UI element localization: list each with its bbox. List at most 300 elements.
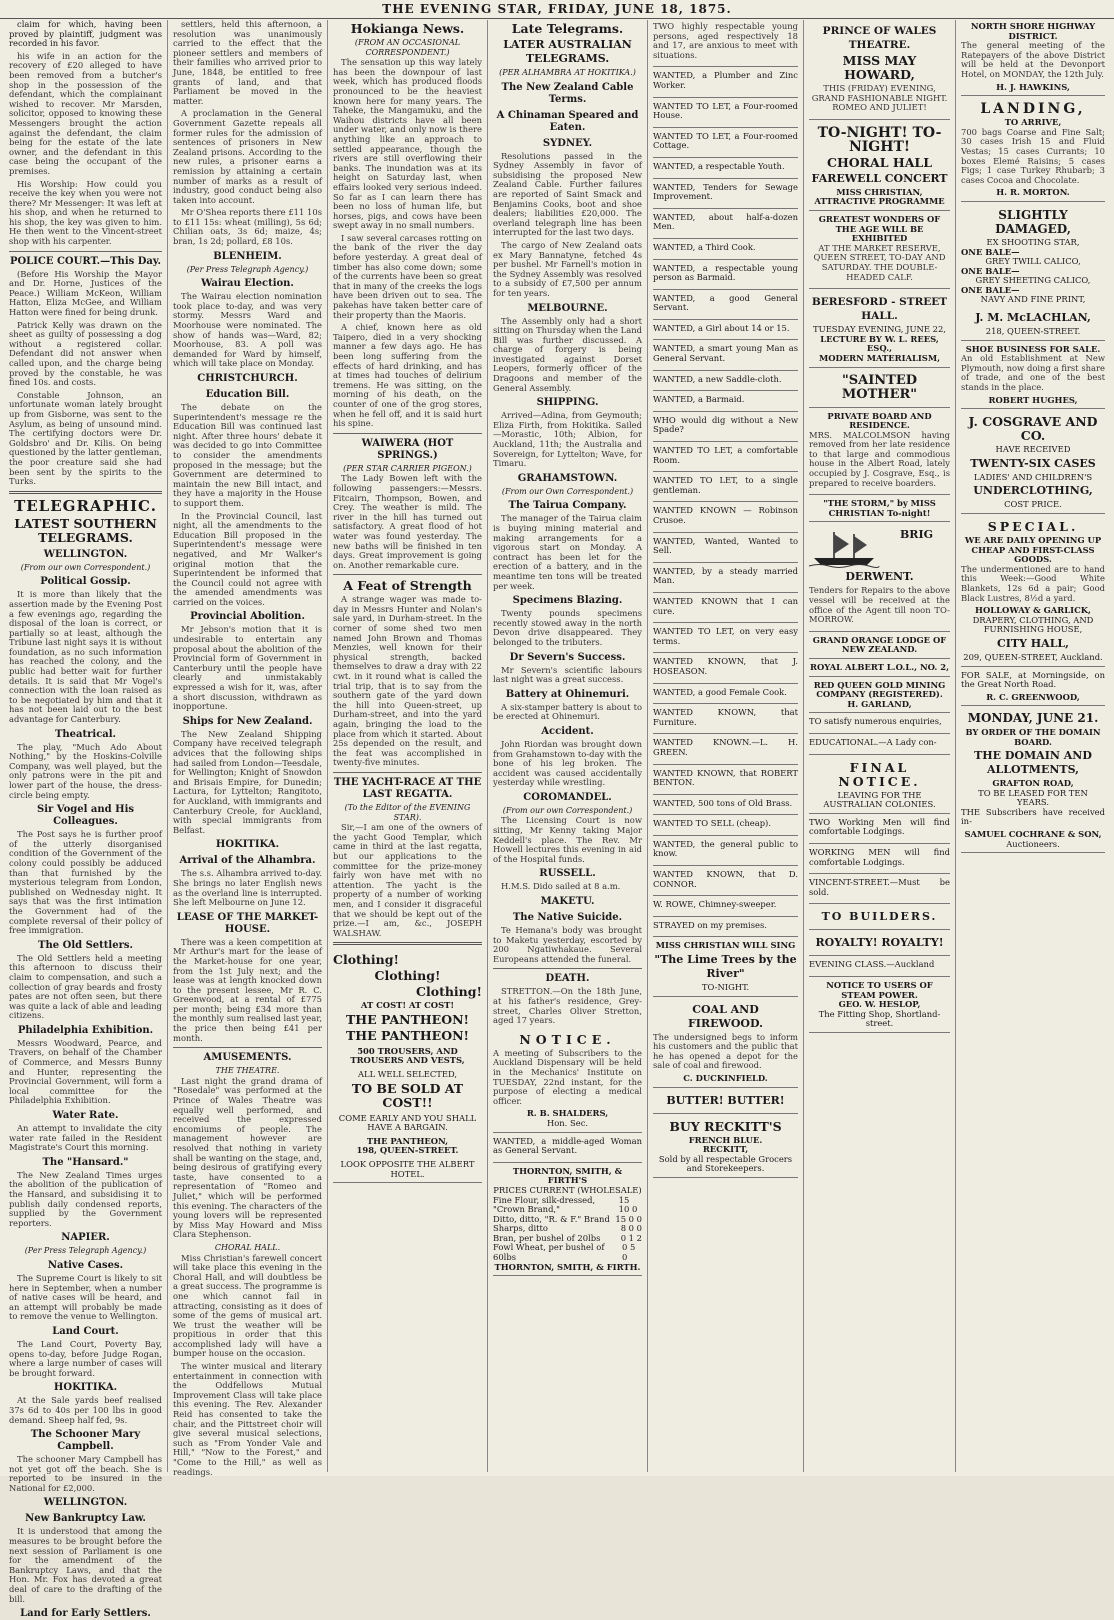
brig-advert: BRIG DERWENT. Tenders for Repairs to the above vessel will be received at the office of the Agent till noon TO-MORROW. xyxy=(809,524,950,631)
damaged-advert xyxy=(961,204,1105,341)
article-text: Te Hemana's body was brought to Maketu yesterday, escorted by 200 Ngatiwhakaue. Several Europeans attended the funeral. xyxy=(493,925,642,964)
fitting-shop: The Fitting Shop, Shortland-street. xyxy=(818,1008,941,1029)
educational-advert: EDUCATIONAL.—A Lady con- xyxy=(809,736,950,755)
final-notice-advert xyxy=(809,757,950,814)
tonight-title: TO-NIGHT! TO-NIGHT! xyxy=(817,124,942,155)
steam-advert xyxy=(809,979,950,1033)
bale-desc: GREY TWILL CALICO, xyxy=(985,256,1081,267)
sold-at-cost: TO BE SOLD AT COST!! xyxy=(351,1080,464,1110)
christian-name: MISS CHRISTIAN, xyxy=(836,186,923,197)
wanted-advert: WANTED, a Girl about 14 or 15. xyxy=(653,322,798,341)
theatre-advert: PRINCE OF WALES THEATRE. MISS MAY HOWARD, THIS (FRIDAY) EVENING, GRAND FASHIONABLE NIGHT. ROMEO AND JULIET! xyxy=(809,20,950,120)
holloway-advert: SPECIAL. WE ARE DAILY OPENING UP CHEAP AND FIRST-CLASS GOODS. The undermentioned are to hand this Week:—Good White Blankets, 12s 6d a pair; Good Black Lustres, 8½d a yard. HOLLOWAY & GARLICK, DRAPERY, CLOTHING, AND FURNISHING HOUSE, CITY HALL, 209, QUEEN-STREET, Auckland. xyxy=(961,516,1105,667)
article-text: his wife in an action for the recovery of £20 alleged to have been removed from a butcher's shop in the possession of the defendant, which the complainant wished to recover. Mr Marsden, solicitor, opposed to knowing these Messengers brought the action against the defendant, the claim being for the estate of the late owner, and the defendant in this case being the occupant of the premises. xyxy=(9,50,162,176)
section-heading: Sir Vogel and His Colleagues. xyxy=(36,804,135,828)
article-text: A chief, known here as old Taipero, died in a very shocking manner a few days ago. He has been long suffering from the effects of hard drinking, and has at times had touches of delirium tremens. He was sitting, on the morning of his death, on the counter of one of the grog stores, when he fell off, and it is said hurt his spine. xyxy=(333,322,482,429)
section-heading: Provincial Abolition. xyxy=(190,611,305,623)
section-heading: Specimens Blazing. xyxy=(512,595,623,607)
byline: (Per Press Telegraph Agency.) xyxy=(186,264,309,274)
dateline: WELLINGTON. xyxy=(43,548,128,560)
dateline: GRAHAMSTOWN. xyxy=(517,472,618,484)
clothing-heading: Clothing! xyxy=(333,952,399,968)
choral-hall-title: CHORAL HALL xyxy=(827,154,932,170)
butter-advert xyxy=(653,1090,798,1114)
price-row: Ditto, ditto, "R. & F." Brand 15 0 0 xyxy=(493,1213,642,1224)
byline: (From our own Correspondent.) xyxy=(20,562,151,572)
article-text: claim for which, having been proved by plaintiff, judgment was recorded in his favor. xyxy=(9,19,162,49)
royalty-advert xyxy=(809,932,950,956)
clothing-heading: Clothing! xyxy=(374,968,441,984)
section-heading: The Tairua Company. xyxy=(508,500,627,512)
cost-line: COST PRICE. xyxy=(1004,499,1062,510)
wanted-advert: WHO would dig without a New Spade? xyxy=(653,414,798,442)
highway-advert: NORTH SHORE HIGHWAY DISTRICT. The general meeting of the Ratepayers of the above District will be held at the Devonport Hotel, on MONDAY, the 12th July. H. J. HAWKINS, xyxy=(961,20,1105,96)
wanted-advert: WANTED TO LET, a Four-roomed Cottage. xyxy=(653,130,798,158)
article-text: The Lady Bowen left with the following passengers:—Messrs. Fitcairn, Thompson, Bowen, and Crey. The weather is mild. The river in the hill has turned out satisfactory. A great flood of hot water was found yesterday. The new baths will be finished in ten days. Great improvement is going on. Another remarkable cure. xyxy=(333,473,482,570)
clothing-heading: Clothing! xyxy=(416,984,482,1000)
orange-title: GRAND ORANGE LODGE OF NEW ZEALAND. xyxy=(812,634,947,655)
thornton-footer: THORNTON, SMITH, & FIRTH. xyxy=(494,1261,641,1272)
article-text: H.M.S. Dido sailed at 8 a.m. xyxy=(501,881,621,892)
dateline: HOKITIKA. xyxy=(53,1382,118,1394)
final-title: FINAL NOTICE. xyxy=(838,759,921,789)
article-text: I saw several carcases rotting on the bank of the river the day before yesterday. A great deal of timber has also come down; some of the currents have been so great that in many of the creeks the logs have been driven out to sea. The pakehas have taken better care of their property than the Maoris. xyxy=(333,232,482,320)
byline: (From our own Correspondent.) xyxy=(502,805,633,815)
australian-telegrams-heading: LATER AUSTRALIAN TELEGRAMS. xyxy=(503,38,632,65)
wanted-advert: WANTED, 500 tons of Old Brass. xyxy=(653,797,798,816)
article-text: Twenty pounds specimens recently stowed away in the north Devon drive disappeared. They belonged to the tributers. xyxy=(493,608,642,647)
order-line: BY ORDER OF THE DOMAIN BOARD. xyxy=(965,726,1101,747)
divider xyxy=(173,1047,322,1048)
article-text: Constable Johnson, an unfortunate woman lately brought up from Gisborne, was sent to the Asylum, as being of unsound mind. The certifying doctors were Dr. Goldsbro' and Dr. Kilis. On being questioned by the latter gentleman, the poor creature said she had been sent by the spirits to the Turks. xyxy=(9,389,162,487)
article-text: Resolutions passed in the Sydney Assembly in favor of subsidising the proposed New Zealand Cable. Further failures are reported of Saint Smack and Benjamins Cooks, boot and shoe dealers; liabilities £20,000. The overland telegraph line has been interrupted for the last two days. xyxy=(493,150,642,238)
dateline: MAKETU. xyxy=(540,896,595,908)
divider xyxy=(493,968,642,969)
article-text: The Licensing Court is now sitting, Mr Kenny taking Major Keddell's place. The Rev. Mr Howell lectures this evening in aid of the Hospital funds. xyxy=(493,815,642,864)
cityhall-line: CITY HALL, xyxy=(997,636,1069,650)
section-heading: Native Cases. xyxy=(47,1259,124,1271)
column-1 xyxy=(4,19,168,1620)
section-heading: DEATH. xyxy=(545,973,590,985)
divider xyxy=(333,574,482,575)
section-heading: THE YACHT-RACE AT THE LAST REGATTA. xyxy=(333,776,482,800)
price-row: Bran, per bushel of 20lbs 0 1 2 xyxy=(493,1232,642,1243)
butter-title: BUTTER! BUTTER! xyxy=(666,1093,785,1107)
byline: (FROM AN OCCASIONAL CORRESPONDENT.) xyxy=(354,38,461,57)
article-text: The Old Settlers held a meeting this afternoon to discuss their claim to compensation, and such a collection of gray beards and frosty pates are not often seen, but there was quite a lack of able and leading citizens. xyxy=(9,952,162,1021)
section-heading: Wairau Election. xyxy=(201,278,294,290)
wanted-advert: WANTED, Wanted, Wanted to Sell. xyxy=(653,535,798,563)
ladies-line: LADIES' AND CHILDREN'S xyxy=(973,471,1093,482)
storm-advert xyxy=(809,497,950,522)
frenchblue-line: FRENCH BLUE. xyxy=(688,1134,763,1145)
article-text: (Before His Worship the Mayor and Dr. Horne, Justices of the Peace.) William McKeon, William Hatton, Eliza McGee, and William Hatton were fined for being drunk. xyxy=(9,268,162,318)
pantheon-advert xyxy=(333,949,482,1183)
wanted-advert: WANTED, a Plumber and Zinc Worker. xyxy=(653,69,798,97)
article-text: There was a keen competition at Mr Arthur's mart for the lease of the Market-house for one year, from the 1st July next; and the lease was at length knocked down to the present lessee, Mr R. C. Greenwood, at a rental of £775 per month; being £34 more than the monthly sum realised last year, the price then being £41 per month. xyxy=(173,936,322,1043)
royal-albert-title: ROYAL ALBERT L.O.L., NO. 2, xyxy=(809,662,949,672)
domain-advert: MONDAY, JUNE 21. BY ORDER OF THE DOMAIN BOARD. THE DOMAIN AND ALLOTMENTS, GRAFTON ROAD, TO BE LEASED FOR TEN YEARS. THE Subscribers have received in- SAMUEL COCHRANE & SON, Auctioneers. xyxy=(961,708,1105,853)
beresford-title: BERESFORD - STREET HALL. xyxy=(811,296,948,323)
subheading: THE THEATRE. xyxy=(215,1066,280,1076)
article-text: The winter musical and literary entertainment in connection with the Oddfellows Mutual Improvement Class will take place this evening. The Rev. Alexander Reid has consented to take the chair, and the Pittstreet choir will give several musical selections, such as "From Yonder Vale and Hill," "Now to the Forest," and "Come to the Hill," as well as readings. xyxy=(173,1361,322,1477)
dateline: CHRISTCHURCH. xyxy=(197,373,298,384)
landing-title: LANDING, xyxy=(980,101,1086,118)
article-text: The debate on the Superintendent's message re the Education Bill was continued last night. After three hours' debate it was decided to go into Committee to consider the amendments proposed in the message; but the Government are determined to maintain the new Bill intact, and they have a majority in the House to support them. xyxy=(173,402,322,508)
grafton-line: GRAFTON ROAD, xyxy=(992,778,1074,789)
pantheon-title: THE PANTHEON! xyxy=(345,1027,470,1043)
byline: (From our Own Correspondent.) xyxy=(501,486,634,496)
royalty-title: ROYALTY! ROYALTY! xyxy=(815,936,944,950)
section-heading: Arrival of the Alhambra. xyxy=(179,855,316,867)
wanted-advert: WANTED, by a steady married Man. xyxy=(653,565,798,593)
storm-title: "THE STORM," by MISS CHRISTIAN To-night! xyxy=(823,498,936,518)
article-text: The Wairau election nomination took place to-day, and was very stormy. Messrs Ward and Moorhouse were nominated. The show of hands was—Ward, 82; Moorhouse, 83. A poll was demanded for Ward by himself, which will take place on Monday. xyxy=(173,291,322,369)
article-text: Mr Severn's scientific labours last night was a great success. xyxy=(493,664,642,685)
article-text: The sensation up this way lately has been the downpour of last week, which has produced floods pronounced to be the heaviest known here for many years. The Taheke, the Mangamuku, and the Waihou districts have all been under water, and only now is there anything like an approach to settled appearance, though the rivers are still overflowing their banks. The inundation was at its height on Saturday last, when effairs looked very serious indeed. So far as I can learn there has been no loss of human life, but horses, pigs, and cows have been swept away in no small numbers. xyxy=(333,57,482,231)
section-heading: The Native Suicide. xyxy=(512,912,623,924)
dateline: WAIWERA (HOT SPRINGS.) xyxy=(361,437,454,461)
mclachlan-name: J. M. McLACHLAN, xyxy=(975,311,1091,325)
greatest-title: GREATEST WONDERS OF THE AGE WILL BE EXHIBITED xyxy=(818,213,941,244)
article-text: STRETTON.—On the 18th June, at his father's residence, Grey-street, Charles Oliver Stretton, aged 17 years. xyxy=(493,986,642,1026)
bale-line: ONE BALE— xyxy=(961,284,1020,295)
shoe-advert: SHOE BUSINESS FOR SALE. An old Establishment at New Plymouth, now doing a first share of trade, and one of the best stands in the place. ROBERT HUGHES, xyxy=(961,343,1105,410)
article-text: The Supreme Court is likely to sit here in September, when a number of native cases will be heard, and an attempt will probably be made to remove the venue to Wellington. xyxy=(9,1272,162,1322)
christian-title: MISS CHRISTIAN WILL SING xyxy=(655,940,796,951)
article-text: The New Zealand Shipping Company have received telegraph advices that the following ships had sailed from London—Teesdale, for Wellington; Knight of Snowdon and Brisais Empire, for Dunedin; Lactura, for Lyttelton; Rangitoto, for Auckland, with immigrants and Canterbury Creole, for Auckland, with special immigrants from Belfast. xyxy=(173,728,322,835)
reckitt-title: BUY RECKITT'S xyxy=(669,1118,782,1134)
prince-of-wales-title: PRINCE OF WALES THEATRE. xyxy=(822,25,937,51)
reckitt-advert xyxy=(653,1116,798,1178)
morton-name: H. R. MORTON. xyxy=(996,187,1070,198)
pantheon-address: 198, QUEEN-STREET. xyxy=(356,1145,459,1156)
garland-name: H. GARLAND, xyxy=(847,698,912,709)
daily-line: WE ARE DAILY OPENING UP CHEAP AND FIRST-CLASS GOODS. xyxy=(964,535,1102,565)
article-text: At the Sale yards beef realised 37s 6d to 40s per 100 lbs in good demand. Sheep half fed, 9s. xyxy=(9,1395,162,1425)
column-4 xyxy=(488,20,648,1472)
wanted-text: WANTED, a middle-aged Woman as General Servant. xyxy=(493,1135,642,1156)
price-row: Fine Flour, silk-dressed, "Crown Brand," 15 10 0 xyxy=(493,1194,638,1215)
byline: (PER ALHAMBRA AT HOKITIKA.) xyxy=(499,68,636,77)
wanted-advert: WANTED TO SELL (cheap). xyxy=(653,817,798,836)
article-text: The cargo of New Zealand oats ex Mary Bannatyne, fetched 4s per bushel. Mr Farnell's motion in the Sydney Assembly was resolved to a subsidy of £7,500 per annum for ten years. xyxy=(493,239,642,298)
come-early: COME EARLY AND YOU SHALL HAVE A BARGAIN. xyxy=(338,1112,477,1133)
lecture-by: LECTURE BY W. L. REES, ESQ., xyxy=(820,333,939,354)
thornton-title: THORNTON, SMITH, & FIRTH'S xyxy=(512,1165,623,1186)
board-advert: PRIVATE BOARD AND RESIDENCE. MRS. MALCOLMSON having removed from her late residence to that large and commodious house in the Albert Road, lately occupied by J. Cosgrave, Esq., is prepared to receive boarders. xyxy=(809,410,950,496)
shoe-title: SHOE BUSINESS FOR SALE. xyxy=(965,343,1101,354)
leaving-line: LEAVING FOR THE AUSTRALIAN COLONIES. xyxy=(823,789,936,810)
wanted-advert: WANTED, the general public to know. xyxy=(653,838,798,866)
section-heading: Ships for New Zealand. xyxy=(182,715,313,727)
article-text: It is understood that among the measures to be brought before the next session of Parliament is one for the amendment of the Bankruptcy Laws, and that the Hon. Mr. Fox has devoted a great deal of care to the drafting of the bill. xyxy=(9,1526,162,1604)
farewell-title: FAREWELL CONCERT xyxy=(811,171,948,185)
section-heading: Education Bill. xyxy=(205,389,290,400)
section-heading: The Old Settlers. xyxy=(38,939,133,951)
trousers-line: 500 TROUSERS, AND TROUSERS AND VESTS, xyxy=(350,1045,465,1066)
article-text: A proclamation in the General Government Gazette repeals all former rules for the admission of sentences of prisoners in New Zealand prisons. According to the new rules, a prisoner earns a remission by attaining a certain number of marks as a result of industry, good conduct being also taken into account. xyxy=(173,108,322,205)
builders-advert xyxy=(809,906,950,930)
coal-title: COAL AND FIREWOOD. xyxy=(688,1002,763,1030)
wanted-advert: WANTED KNOWN — Robinson Crusoe. xyxy=(653,504,798,532)
exship-line: EX SHOOTING STAR, xyxy=(986,236,1080,247)
cosgrave-title: J. COSGRAVE AND CO. xyxy=(968,414,1098,444)
article-text: Mr O'Shea reports there £11 10s to £11 15s: wheat (milling), 5s 6d; Chilian oats, 3s 6d; maize, 4s; bran, 1s 2d; pollard, £8 10s. xyxy=(173,207,322,247)
steam-title: NOTICE TO USERS OF STEAM POWER. xyxy=(826,979,933,1000)
article-text: The Post says he is further proof of the utterly disorganised condition of the Government of the colony could possibly be adduced than that furnished by the mysterious telegram from London, published on Wednesday night. It says that was the first intimation the Government had of the complete reversal of their policy of free immigration. xyxy=(9,829,162,936)
price-row: Fowl Wheat, per bushel of 60lbs 0 5 0 xyxy=(493,1242,636,1263)
late-telegrams-heading: Late Telegrams. xyxy=(511,21,624,36)
section-heading: Land for Early Settlers. xyxy=(20,1608,151,1620)
builders-title: TO BUILDERS. xyxy=(821,910,938,924)
holloway-name: HOLLOWAY & GARLICK, xyxy=(975,605,1091,616)
attractive-programme: ATTRACTIVE PROGRAMME xyxy=(814,196,945,207)
christian-advert xyxy=(653,939,798,996)
hughes-name: ROBERT HUGHES, xyxy=(988,394,1078,405)
domain-title: THE DOMAIN AND ALLOTMENTS, xyxy=(974,749,1092,777)
wanted-advert: WANTED KNOWN, that Furniture. xyxy=(653,706,798,734)
bale-line: ONE BALE— xyxy=(961,265,1020,276)
wanted-advert: WANTED TO LET, a Four-roomed House. xyxy=(653,100,798,128)
wanted-advert: WANTED, a good Female Cook. xyxy=(653,686,798,705)
article-text: Messrs Woodward, Pearce, and Travers, on behalf of the Chamber of Commerce, and Messrs Bunny and Hunter, representing the Provincial Government, will form a local committee for the Philadelphia Exhibition. xyxy=(9,1037,162,1106)
at-cost: AT COST! AT COST! xyxy=(360,1000,455,1011)
wanted-advert: WANTED KNOWN that I can cure. xyxy=(653,595,798,623)
wanted-advert: WANTED TO LET, on very easy terms. xyxy=(653,625,798,653)
section-heading: The New Zealand Cable Terms. xyxy=(501,81,634,105)
notice-role: Hon. Sec. xyxy=(546,1117,589,1128)
notice-advert xyxy=(493,1029,642,1133)
wanted-advert: WANTED, Tenders for Sewage Improvement. xyxy=(653,181,798,209)
mclachlan-address: 218, QUEEN-STREET. xyxy=(985,326,1081,337)
northshore-title: NORTH SHORE HIGHWAY DISTRICT. xyxy=(970,21,1096,41)
special-title: SPECIAL. xyxy=(987,519,1079,534)
section-heading: New Bankruptcy Law. xyxy=(25,1513,146,1525)
wanted-advert: WANTED, about half-a-dozen Men. xyxy=(653,211,798,239)
article-text: Mr Jebson's motion that it is undesirable to entertain any proposal about the abolition of the Provincial form of Government in Canterbury until the people have clearly and unmistakably expressed a wish for it, was, after a short discussion, withdrawn as inopportune. xyxy=(173,624,322,712)
article-text: The manager of the Tairua claim is buying mining material and making arrangements for a vigorous start on Monday. A contract has been let for the erection of a battery, and in the meantime ten tons will be treated per week. xyxy=(493,513,642,591)
section-heading: Philadelphia Exhibition. xyxy=(17,1024,154,1036)
section-heading: Accident. xyxy=(541,725,594,737)
telegraphic-heading: TELEGRAPHIC. xyxy=(14,496,157,515)
wanted-advert: WANTED TO LET, a comfortable Room. xyxy=(653,444,798,472)
article-text: It is more than likely that the assertion made by the Evening Post a few evenings ago, regarding the disposal of the loan is correct, or partially so at least, although the Tribune last night says it is without foundation, as no such information has reached the colony, and the public had better wait for further details. It is said that Mr Vogel's connection with the loan raised as to be negotiated by him and that it has not been laid out to the best advantage for Canterbury. xyxy=(9,589,162,725)
sainted-title: "SAINTED MOTHER" xyxy=(841,372,918,402)
wanted-advert xyxy=(493,1135,642,1163)
satisfy-advert: TO satisfy numerous enquiries, xyxy=(809,715,950,734)
pantheon-address-name: THE PANTHEON, xyxy=(366,1135,449,1146)
cosgrave-advert xyxy=(961,411,1105,514)
wanted-advert: WANTED KNOWN, that J. HOSEASON. xyxy=(653,655,798,683)
bale-line: ONE BALE— xyxy=(961,246,1020,257)
divider xyxy=(333,433,482,434)
concert-advert xyxy=(809,122,950,211)
received-line: HAVE RECEIVED xyxy=(995,444,1071,455)
selected-line: ALL WELL SELECTED, xyxy=(357,1069,458,1080)
wanted-advert: WANTED, a Third Cook. xyxy=(653,241,798,260)
article-text: A six-stamper battery is about to be erected at Ohinemuri. xyxy=(493,701,642,722)
bale-desc: NAVY AND FINE PRINT, xyxy=(980,294,1086,305)
cityhall-address: 209, QUEEN-STREET, Auckland. xyxy=(963,651,1103,662)
article-text: A strange wager was made to-day in Messrs Hunter and Nolan's sale yard, in Durham-street. In the corner of some shed two men named John Brown and Thomas Menzies, well known for their physical strength, backed themselves to draw a dray with 22 cwt. in it round what is called the trial trip, that is to say from the southern gate of the yard down the hill into Queen-street, up Durham-street, and into the yard again, bringing the load to the place from which it started. About 25s depended on the result, and the feat was accomplished in twenty-five minutes. xyxy=(333,594,482,768)
lecture-advert xyxy=(809,291,950,367)
royal-albert-advert xyxy=(809,661,950,677)
duckinfield-name: C. DUCKINFIELD. xyxy=(683,1073,768,1083)
article-text: Sir,—I am one of the owners of the yacht Good Templar, which came in third at the last regatta, but our applications to the committee for the prize-money fairly won have met with no attention. The yacht is the property of a number of working men, and I consider it disgraceful that we should be kept out of the prize.—I am, &c., JOSEPH WALSHAW. xyxy=(333,822,482,938)
wanted-advert: WANTED, a good General Servant. xyxy=(653,292,798,320)
section-heading: The Schooner Mary Campbell. xyxy=(30,1429,141,1453)
strayed-advert: STRAYED on my premises. xyxy=(653,919,798,938)
section-heading: POLICE COURT.—This Day. xyxy=(9,255,162,267)
evening-class-advert: EVENING CLASS.—Auckland xyxy=(809,958,950,977)
byline: (PER STAR CARRIER PIGEON.) xyxy=(343,463,472,473)
wanted-advert: WANTED, a Barmaid. xyxy=(653,393,798,412)
greenwood-name: R. C. GREENWOOD, xyxy=(986,691,1080,702)
lime-trees-title: "The Lime Trees by the River" xyxy=(654,953,797,981)
wanted-advert: WANTED, a new Saddle-cloth. xyxy=(653,373,798,392)
coal-advert: COAL AND FIREWOOD. The undersigned begs to inform his customers and the public that he has opened a depot for the sale of coal and firewood. C. DUCKINFIELD. xyxy=(653,999,798,1088)
dateline: HOKITIKA. xyxy=(215,839,280,851)
article-text: The Land Court, Poverty Bay, opens to-day, before Judge Rogan, where a large number of cases will be brought forward. xyxy=(9,1338,162,1378)
wanted-advert: WANTED, a respectable Youth. xyxy=(653,160,798,179)
article-text: Miss Christian's farewell concert will take place this evening in the Choral Hall, and will doubtless be a great success. The programme is one which cannot fail in attracting, consisting as it does of some of the gems of musical art. We trust the weather will be propitious in order that this accomplished lady will have a bumper house on the occasion. xyxy=(173,1252,322,1359)
article-text: settlers, held this afternoon, a resolution was unanimously carried to the effect that the pioneer settlers and members of their families who arrived prior to June, 1848, be entitled to free grants of land, and that Parliament be moved in the matter. xyxy=(173,19,322,106)
columns xyxy=(4,19,1110,1620)
section-heading: AMUSEMENTS. xyxy=(203,1052,292,1064)
prices-advert xyxy=(493,1165,642,1277)
section-heading: Theatrical. xyxy=(54,728,117,740)
article-text: Last night the grand drama of "Rosedale" was performed at the Prince of Wales Theatre was equally well performed, and received the expressed encomiums of people. The management however are resolved that nothing in variety shall be wanting on the stage, and, being desirous of gratifying every taste, have consented to a representation of "Romeo and Juliet," which will be performed this evening. The characters of the young lovers will be represented by Miss May Howard and Miss Clara Stephenson. xyxy=(173,1075,322,1240)
lodging-advert: WORKING MEN will find comfortable Lodgings. xyxy=(809,846,950,874)
article-text: The New Zealand Times urges the abolition of the publication of the Hansard, and subsidising it to publish daily condensed reports, supplied by the Government reporters. xyxy=(9,1169,162,1228)
orange-advert xyxy=(809,634,950,659)
prices-subtitle: PRICES CURRENT (WHOLESALE) xyxy=(493,1184,642,1195)
twentysix-line: TWENTY-SIX CASES xyxy=(970,456,1096,470)
redqueen-title: RED QUEEN GOLD MINING COMPANY (REGISTERED). xyxy=(813,679,946,700)
dateline: MELBOURNE. xyxy=(527,302,608,314)
article-text: In the Provincial Council, last night, all the amendments to the Education Bill proposed in the Superintendent's message were negatived, and Mr Walker's original motion that the Superintendent be informed that the Council could not agree with the amended amendments was carried on the voices. xyxy=(173,510,322,607)
section-heading: A Chinaman Speared and Eaten. xyxy=(496,109,639,133)
opposite-line: LOOK OPPOSITE THE ALBERT HOTEL. xyxy=(340,1159,475,1179)
landing-advert: LANDING, TO ARRIVE, 700 bags Coarse and Fine Salt; 30 cases Irish 15 and Fluid Vestas; 15 cases Currants; 10 boxes Elemé Raisins; 5 cases Figs; 1 case Turkey Rhubarb; 3 cases Cocoa and Chocolate. H. R. MORTON. xyxy=(961,98,1105,202)
article-text: The play, "Much Ado About Nothing," by the Hoskins-Colville Company, was well played, but the only patrons were in the pit and lower part of the house, the dress-circle being empty. xyxy=(9,741,162,800)
vincent-advert: VINCENT-STREET.—Must be sold. xyxy=(809,876,950,904)
dateline: RUSSELL. xyxy=(539,868,596,880)
article-text: Patrick Kelly was drawn on the sheet as guilty of possessing a dog without a registered collar. Defendant did not answer when called upon, and the charge being proved by the constable, he was fined 10s. and costs. xyxy=(9,319,162,388)
wanted-advert: WANTED, a respectable young person as Barmaid. xyxy=(653,262,798,290)
lecture-subject: MODERN MATERIALISM, xyxy=(818,352,941,363)
column-2 xyxy=(168,19,328,1477)
divider xyxy=(333,942,482,945)
byline: (Per Press Telegraph Agency.) xyxy=(24,1246,147,1256)
sainted-advert xyxy=(809,370,950,408)
bale-desc: GREY SHEETING CALICO, xyxy=(975,275,1091,286)
lecture-date: TUESDAY EVENING, JUNE 22, xyxy=(813,324,946,335)
dateline: WELLINGTON. xyxy=(43,1497,128,1509)
brig-title: BRIG DERWENT. xyxy=(845,528,933,584)
heslop-name: GEO. W. HESLOP, xyxy=(838,999,921,1010)
wanted-advert: WANTED KNOWN, that D. CONNOR. xyxy=(653,868,798,896)
may-howard-title: MISS MAY HOWARD, xyxy=(842,53,917,82)
article-text: The Assembly only had a short sitting on Thursday when the Land Bill was further discussed. A charge of forgery is being investigated against Dorset Leopers, formerly officer of the Dragoons and member of the General Assembly. xyxy=(493,315,642,393)
divider xyxy=(9,491,162,494)
drapery-line: DRAPERY, CLOTHING, AND FURNISHING HOUSE, xyxy=(972,614,1094,635)
feat-heading: A Feat of Strength xyxy=(343,578,472,594)
section-heading: Political Gossip. xyxy=(40,576,131,588)
wanted-advert: WANTED TO LET, to a single gentleman. xyxy=(653,474,798,502)
section-heading: Land Court. xyxy=(52,1325,119,1337)
notice-signature: R. B. SHALDERS, xyxy=(526,1108,609,1119)
hawkins-name: H. J. HAWKINS, xyxy=(996,81,1070,92)
divider xyxy=(333,772,482,773)
tonight-line: TO-NIGHT. xyxy=(701,982,750,993)
article-text: Arrived—Adina, from Geymouth; Eliza Firth, from Hokitika. Sailed—Morastic, 10th; Albion, for Auckland, 11th; the Australia and Sovereign, for Lyttelton; Wave, for Timaru. xyxy=(493,410,642,469)
column-5 xyxy=(648,20,804,1472)
wanted-advert: W. ROWE, Chimney-sweeper. xyxy=(653,898,798,917)
hokianga-heading: Hokianga News. xyxy=(350,21,465,36)
dateline: NAPIER. xyxy=(61,1232,110,1244)
reckitt-sold: Sold by all respectable Grocers and Storekeepers. xyxy=(658,1153,793,1174)
article-text: John Riordan was brought down from Grahamstown to-day with the bone of his leg broken. The accident was caused accidentally yesterday while wrestling. xyxy=(493,738,642,788)
divider xyxy=(9,251,162,252)
subheading: CHORAL HALL. xyxy=(214,1242,281,1252)
section-heading: The "Hansard." xyxy=(42,1156,129,1168)
reckitt-name: RECKITT, xyxy=(702,1144,749,1155)
price-row: Sharps, ditto 8 0 0 xyxy=(493,1223,642,1234)
section-heading: LEASE OF THE MARKET-HOUSE. xyxy=(176,911,319,935)
column-7 xyxy=(956,20,1110,1472)
article-text: His Worship: How could you receive the key when you were not there? Mr Messenger: It was left at his shop, and when he returned to his shop, the key was given to him. He then went to the Vincent-street shop with his carpenter. xyxy=(9,178,162,247)
wonders-advert: GREATEST WONDERS OF THE AGE WILL BE EXHIBITED AT THE MARKET RESERVE, QUEEN STREET, TO-DAY AND SATURDAY. THE DOUBLE-HEADED CALF. xyxy=(809,213,950,289)
dateline: BLENHEIM. xyxy=(213,250,282,262)
wanted-advert: WANTED, a smart young Man as General Servant. xyxy=(653,342,798,370)
ship-icon xyxy=(809,528,879,568)
section-heading: Water Rate. xyxy=(52,1110,119,1122)
masthead-title: THE EVENING STAR, FRIDAY, JUNE 18, 1875. xyxy=(382,2,732,16)
article-text: An attempt to invalidate the city water rate failed in the Resident Magistrate's Court this morning. xyxy=(9,1123,162,1153)
arrive-line: TO ARRIVE, xyxy=(1004,117,1062,128)
slightly-title: SLIGHTLY DAMAGED, xyxy=(995,207,1071,236)
byline: (To the Editor of the EVENING STAR). xyxy=(344,802,471,822)
dateline: SHIPPING. xyxy=(536,397,599,409)
private-board-title: PRIVATE BOARD AND RESIDENCE. xyxy=(827,410,932,431)
lease-line: TO BE LEASED FOR TEN YEARS. xyxy=(978,787,1088,808)
article-text: The schooner Mary Campbell has not yet got off the beach. She is reported to be insured in the National for £2,000. xyxy=(9,1454,162,1493)
column-6 xyxy=(804,20,956,1472)
wanted-advert: TWO highly respectable young persons, aged respectively 18 and 17, are anxious to meet with situations. xyxy=(653,20,798,67)
notice-title: NOTICE. xyxy=(519,1031,616,1047)
monday-date: MONDAY, JUNE 21. xyxy=(967,711,1099,726)
dateline: SYDNEY. xyxy=(542,137,593,149)
article-text: The s.s. Alhambra arrived to-day. She brings no later English news as the overland line is interrupted. She left Melbourne on June 12. xyxy=(173,868,322,908)
auctioneers-line: Auctioneers. xyxy=(1006,838,1060,849)
dateline: COROMANDEL. xyxy=(523,791,612,803)
latest-telegrams-heading: LATEST SOUTHERN TELEGRAMS. xyxy=(14,515,157,545)
cochrane-name: SAMUEL COCHRANE & SON, xyxy=(964,829,1102,840)
lodging-advert: TWO Working Men will find comfortable Lodgings. xyxy=(809,816,950,844)
pantheon-title: THE PANTHEON! xyxy=(345,1011,470,1027)
wanted-advert: WANTED KNOWN, that ROBERT BENTON. xyxy=(653,767,798,795)
masthead xyxy=(0,0,1114,19)
underclothing-line: UNDERCLOTHING, xyxy=(973,484,1093,498)
notice-text: A meeting of Subscribers to the Auckland Dispensary will be held in the Mechanics' Institute on TUESDAY, 22nd instant, for the purpose of electing a medical officer. xyxy=(493,1047,642,1106)
wanted-advert: WANTED KNOWN.—L. H. GREEN. xyxy=(653,736,798,764)
section-heading: Battery at Ohinemuri. xyxy=(505,688,630,700)
mining-advert xyxy=(809,679,950,714)
forsale-advert: FOR SALE, at Morningside, on the Great North Road. R. C. GREENWOOD, xyxy=(961,669,1105,707)
section-heading: Dr Severn's Success. xyxy=(509,651,626,663)
